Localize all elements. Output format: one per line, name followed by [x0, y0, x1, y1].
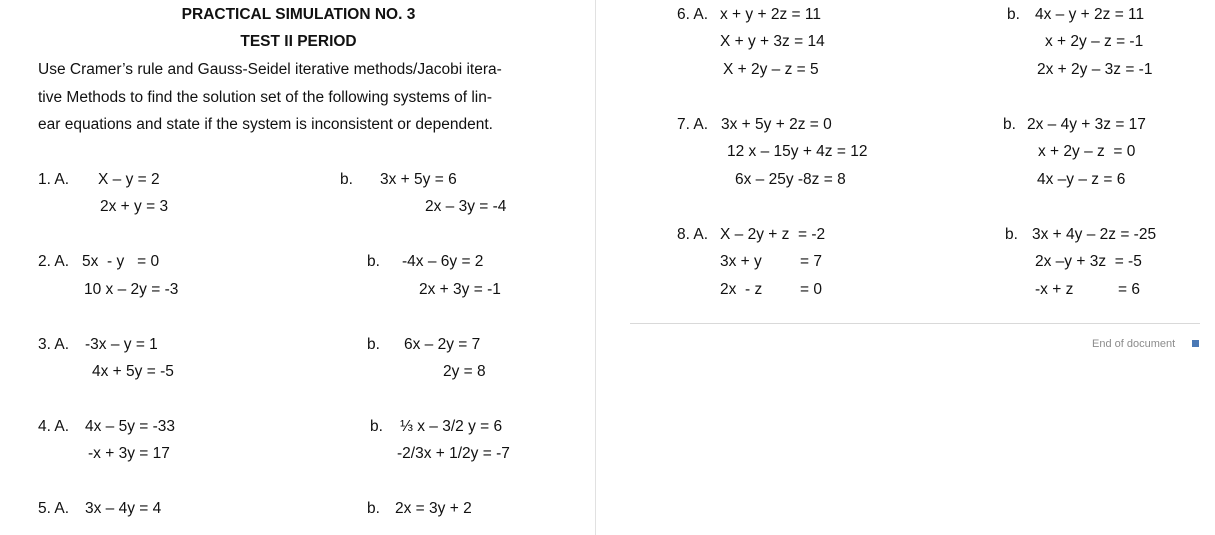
problem-1b-label: b. — [340, 171, 353, 188]
end-of-document-label: End of document — [1092, 338, 1176, 350]
problem-2b-eq-2: 2x + 3y = -1 — [419, 281, 501, 298]
problem-6b-label: b. — [1007, 6, 1020, 23]
problem-4-number: 4. A. — [38, 418, 70, 435]
problem-1b-eq-1: 3x + 5y = 6 — [380, 171, 457, 188]
problem-3b-eq-1: 6x – 2y = 7 — [404, 336, 481, 353]
problem-3a-eq-2: 4x + 5y = -5 — [92, 363, 174, 380]
problem-4b-eq-1: ⅓ x – 3/2 y = 6 — [400, 418, 503, 435]
instructions-line-2: tive Methods to find the solution set of the following systems of lin- — [38, 89, 493, 106]
problem-8a-eq-2-rhs: = 7 — [800, 253, 822, 270]
problem-3b-label: b. — [367, 336, 380, 353]
problem-6b-eq-1: 4x – y + 2z = 11 — [1035, 6, 1145, 23]
problem-8a-eq-3-rhs: = 0 — [800, 281, 822, 298]
problem-3b-eq-2: 2y = 8 — [443, 363, 486, 380]
page-separator — [595, 0, 596, 535]
problem-1a-eq-1: X – y = 2 — [98, 171, 160, 188]
problem-2b-eq-1: -4x – 6y = 2 — [402, 253, 484, 270]
instructions-line-1: Use Cramer’s rule and Gauss-Seidel iterative methods/Jacobi itera- — [38, 61, 502, 78]
problem-7b-eq-2: x + 2y – z = 0 — [1038, 143, 1136, 160]
problem-2b-label: b. — [367, 253, 380, 270]
problem-5b-eq-1: 2x = 3y + 2 — [395, 500, 472, 517]
end-of-document-rule — [630, 323, 1200, 324]
problem-6b-eq-2: x + 2y – z = -1 — [1045, 33, 1144, 50]
problem-8b-eq-2: 2x –y + 3z = -5 — [1035, 253, 1142, 270]
problem-1a-eq-2: 2x + y = 3 — [100, 198, 169, 215]
problem-3-number: 3. A. — [38, 336, 70, 353]
problem-6a-eq-1: x + y + 2z = 11 — [720, 6, 821, 23]
problem-3a-eq-1: -3x – y = 1 — [85, 336, 158, 353]
problem-6a-eq-3: X + 2y – z = 5 — [723, 61, 819, 78]
document-subtitle: TEST II PERIOD — [240, 33, 357, 50]
problem-5b-label: b. — [367, 500, 380, 517]
end-of-document-marker-icon — [1192, 340, 1199, 347]
problem-2a-eq-2: 10 x – 2y = -3 — [84, 281, 179, 298]
document-title: PRACTICAL SIMULATION NO. 3 — [181, 6, 416, 23]
problem-6b-eq-3: 2x + 2y – 3z = -1 — [1037, 61, 1153, 78]
problem-6-number: 6. A. — [677, 6, 709, 23]
problem-8-number: 8. A. — [677, 226, 709, 243]
problem-2a-eq-1: 5x - y = 0 — [82, 253, 160, 270]
problem-8b-label: b. — [1005, 226, 1018, 243]
problem-8a-eq-3-lhs: 2x - z — [720, 281, 763, 298]
problem-4a-eq-2: -x + 3y = 17 — [88, 445, 170, 462]
problem-5a-eq-1: 3x – 4y = 4 — [85, 500, 162, 517]
problem-8a-eq-1: X – 2y + z = -2 — [720, 226, 826, 243]
problem-7a-eq-2: 12 x – 15y + 4z = 12 — [727, 143, 868, 160]
problem-7b-label: b. — [1003, 116, 1016, 133]
problem-7a-eq-1: 3x + 5y + 2z = 0 — [721, 116, 832, 133]
problem-6a-eq-2: X + y + 3z = 14 — [720, 33, 825, 50]
problem-7a-eq-3: 6x – 25y -8z = 8 — [735, 171, 846, 188]
problem-8a-eq-2-lhs: 3x + y — [720, 253, 762, 270]
problem-7b-eq-3: 4x –y – z = 6 — [1037, 171, 1126, 188]
instructions-line-3: ear equations and state if the system is inconsistent or dependent. — [38, 116, 493, 133]
problem-8b-eq-3-rhs: = 6 — [1118, 281, 1140, 298]
problem-8b-eq-1: 3x + 4y – 2z = -25 — [1032, 226, 1157, 243]
problem-4b-label: b. — [370, 418, 383, 435]
problem-1b-eq-2: 2x – 3y = -4 — [425, 198, 507, 215]
problem-7b-eq-1: 2x – 4y + 3z = 17 — [1027, 116, 1146, 133]
problem-2-number: 2. A. — [38, 253, 70, 270]
problem-4a-eq-1: 4x – 5y = -33 — [85, 418, 176, 435]
problem-7-number: 7. A. — [677, 116, 709, 133]
problem-5-number: 5. A. — [38, 500, 70, 517]
problem-1-number: 1. A. — [38, 171, 70, 188]
problem-8b-eq-3-lhs: -x + z — [1035, 281, 1074, 298]
problem-4b-eq-2: -2/3x + 1/2y = -7 — [397, 445, 510, 462]
